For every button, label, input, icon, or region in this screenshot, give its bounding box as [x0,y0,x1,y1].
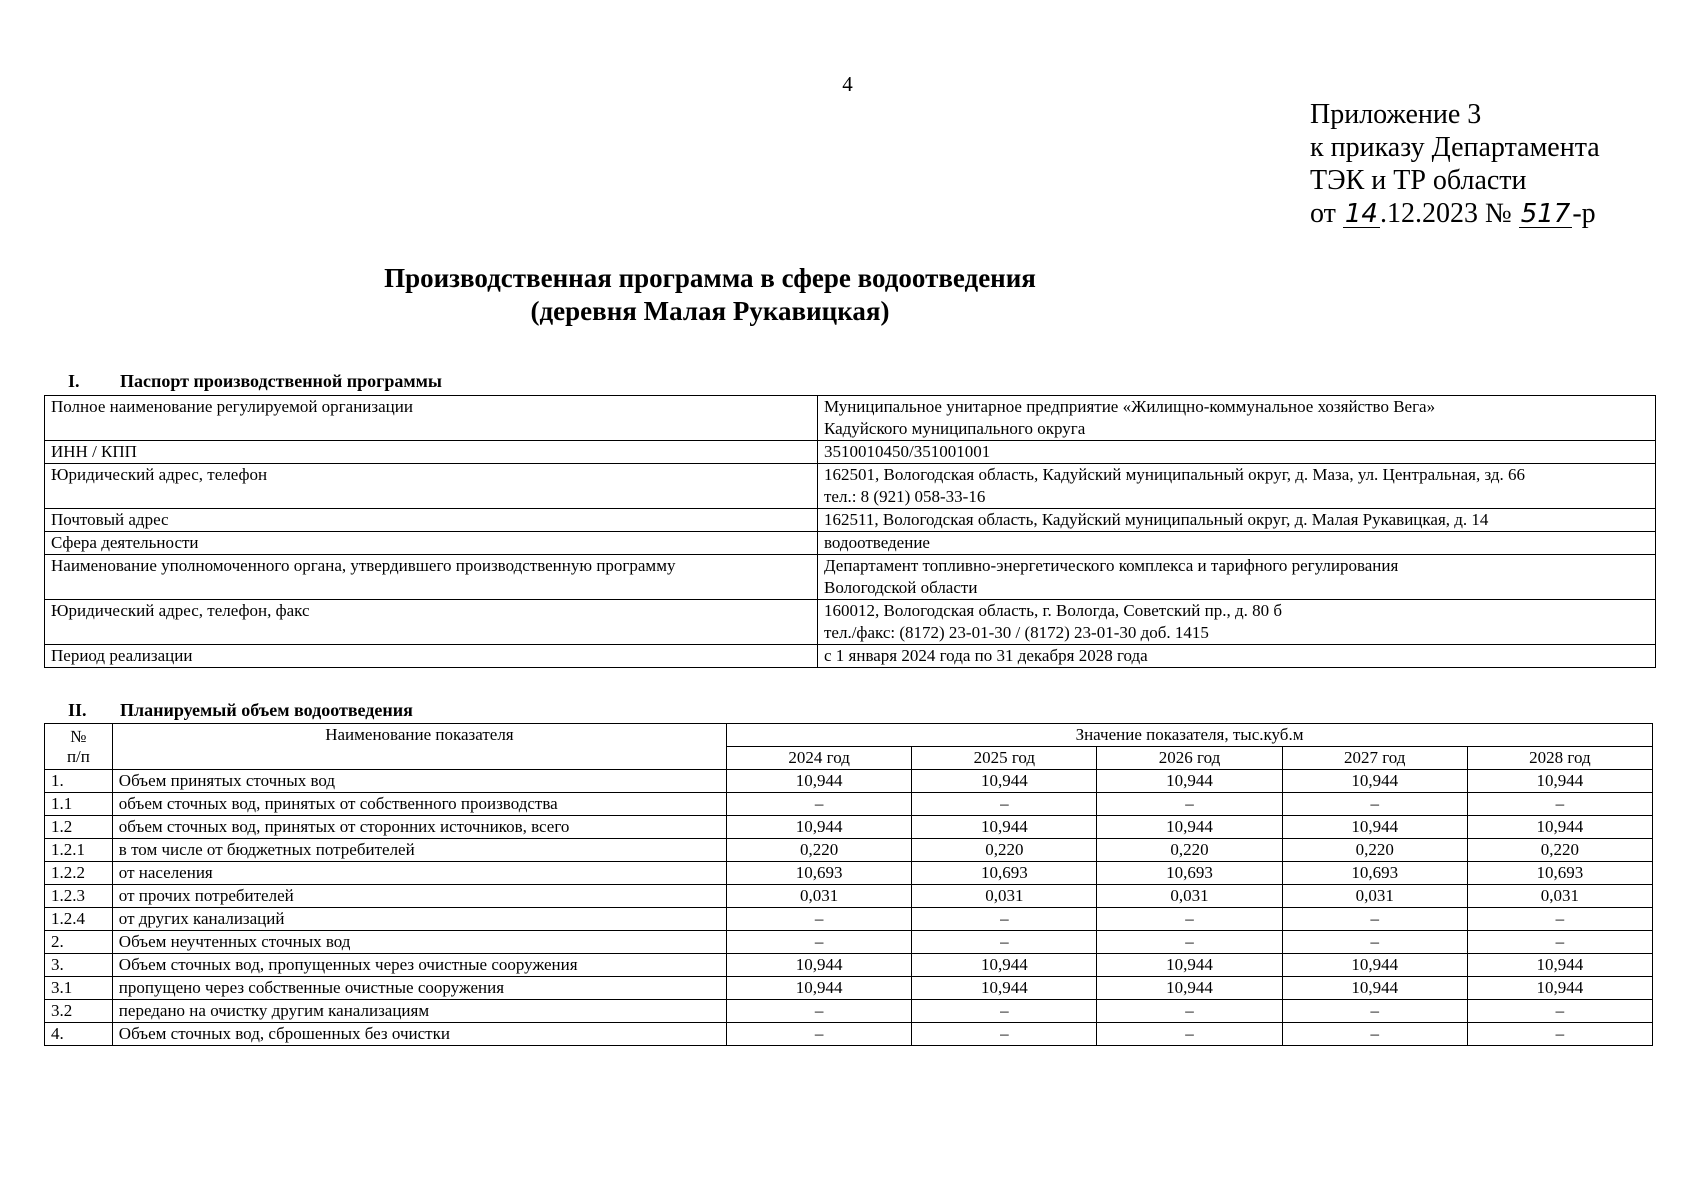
indicator-name: от прочих потребителей [112,885,726,908]
volume-row [45,862,1653,885]
indicator-value: 10,944 [1467,977,1652,1000]
indicator-value: – [1097,1023,1282,1046]
document-title [0,262,1420,328]
volume-table [44,723,1653,1046]
indicator-value: 10,944 [1467,816,1652,839]
passport-row [45,532,1656,555]
indicator-name: от других канализаций [112,908,726,931]
indicator-value: 10,944 [1097,770,1282,793]
indicator-value: 10,944 [727,770,912,793]
indicator-value: – [1467,931,1652,954]
indicator-value: 10,944 [912,770,1097,793]
indicator-name: объем сточных вод, принятых от собственного производства [112,793,726,816]
indicator-value: – [727,1023,912,1046]
volume-row [45,793,1653,816]
indicator-value: 0,220 [727,839,912,862]
indicator-value: 10,693 [727,862,912,885]
indicator-value: 10,944 [1097,977,1282,1000]
volume-row [45,1023,1653,1046]
indicator-value: 10,944 [912,977,1097,1000]
indicator-value: – [1282,1000,1467,1023]
row-number: 1.2.4 [45,908,113,931]
appendix-order-line [1310,197,1690,230]
indicator-name: пропущено через собственные очистные сооружения [112,977,726,1000]
passport-value [818,396,1656,441]
indicator-name: от населения [112,862,726,885]
indicator-value: – [1282,931,1467,954]
indicator-value: 10,944 [1282,816,1467,839]
indicator-value: – [1467,1023,1652,1046]
row-number: 1.2 [45,816,113,839]
indicator-value: 0,031 [1282,885,1467,908]
row-number: 1.1 [45,793,113,816]
passport-label: Почтовый адрес [45,509,818,532]
indicator-value: – [1467,1000,1652,1023]
indicator-value: 10,944 [727,954,912,977]
indicator-value: – [1282,1023,1467,1046]
section-1-title: Паспорт производственной программы [120,371,442,391]
passport-row [45,509,1656,532]
indicator-value: 0,220 [912,839,1097,862]
row-number: 1. [45,770,113,793]
section-1-number: I. [68,371,80,391]
indicator-value: – [1097,1000,1282,1023]
passport-value-line: тел./факс: (8172) 23-01-30 / (8172) 23-01-30 доб. 1415 [824,623,1209,642]
indicator-value: 10,944 [1282,954,1467,977]
indicator-name: Объем неучтенных сточных вод [112,931,726,954]
indicator-value: – [727,931,912,954]
indicator-value: 0,220 [1282,839,1467,862]
passport-label: ИНН / КПП [45,441,818,464]
indicator-value: 10,944 [1097,954,1282,977]
indicator-value: – [727,1000,912,1023]
appendix-line-2: к приказу Департамента [1310,132,1600,163]
passport-value-line: с 1 января 2024 года по 31 декабря 2028 года [824,646,1148,665]
passport-value [818,509,1656,532]
indicator-value: – [1467,793,1652,816]
passport-value [818,441,1656,464]
indicator-value: 10,944 [1467,770,1652,793]
appendix-line-1: Приложение 3 [1310,99,1482,130]
passport-value [818,645,1656,668]
date-rest: .12.2023 № [1379,198,1512,229]
indicator-value: – [1467,908,1652,931]
indicator-value: 0,031 [912,885,1097,908]
header-year: 2024 год [727,747,912,770]
section-2-title: Планируемый объем водоотведения [120,700,413,720]
row-number: 1.2.1 [45,839,113,862]
indicator-name: в том числе от бюджетных потребителей [112,839,726,862]
passport-row [45,396,1656,441]
handwritten-order-number: 517 [1520,199,1571,229]
page-number: 4 [842,72,853,96]
header-number [45,724,113,770]
volume-row [45,770,1653,793]
row-number: 3.2 [45,1000,113,1023]
passport-value [818,532,1656,555]
indicator-value: 0,031 [1097,885,1282,908]
row-number: 3. [45,954,113,977]
indicator-value: – [727,793,912,816]
row-number: 2. [45,931,113,954]
indicator-name: передано на очистку другим канализациям [112,1000,726,1023]
indicator-name: Объем сточных вод, пропущенных через очистные сооружения [112,954,726,977]
header-value-group: Значение показателя, тыс.куб.м [727,724,1653,747]
passport-row [45,645,1656,668]
indicator-value: 10,944 [727,977,912,1000]
indicator-value: 0,031 [727,885,912,908]
volume-row [45,839,1653,862]
appendix-line-3: ТЭК и ТР области [1310,165,1527,196]
volume-row [45,816,1653,839]
order-suffix: -р [1572,198,1596,229]
passport-value-line: Кадуйского муниципального округа [824,419,1086,438]
indicator-value: – [1097,908,1282,931]
indicator-value: – [912,908,1097,931]
passport-value-line: 160012, Вологодская область, г. Вологда, Советский пр., д. 80 б [824,601,1283,620]
indicator-value: – [912,1000,1097,1023]
section-1-heading [68,371,442,392]
passport-value-line: Департамент топливно-энергетического комплекса и тарифного регулирования [824,556,1399,575]
title-line-2: (деревня Малая Рукавицкая) [530,296,890,326]
indicator-value: 10,693 [1282,862,1467,885]
indicator-value: 0,031 [1467,885,1652,908]
passport-value-line: 3510010450/351001001 [824,442,991,461]
passport-value-line: 162511, Вологодская область, Кадуйский муниципальный округ, д. Малая Рукавицкая, д. 14 [824,510,1489,529]
date-prefix: от [1310,198,1336,229]
row-number: 4. [45,1023,113,1046]
volume-row [45,885,1653,908]
indicator-value: – [727,908,912,931]
passport-label: Полное наименование регулируемой организации [45,396,818,441]
indicator-value: – [912,931,1097,954]
indicator-value: 10,944 [1467,954,1652,977]
passport-value [818,464,1656,509]
indicator-value: 10,693 [1097,862,1282,885]
title-line-1: Производственная программа в сфере водоотведения [384,263,1036,293]
volume-row [45,908,1653,931]
volume-row [45,931,1653,954]
indicator-value: – [912,1023,1097,1046]
passport-value-line: Вологодской области [824,578,978,597]
passport-row [45,600,1656,645]
indicator-name: Объем принятых сточных вод [112,770,726,793]
indicator-value: 10,944 [912,954,1097,977]
indicator-value: 10,944 [1282,977,1467,1000]
indicator-value: – [1097,793,1282,816]
passport-label: Период реализации [45,645,818,668]
passport-table [44,395,1656,668]
volume-row [45,954,1653,977]
header-number-line-1: № [70,726,87,746]
header-year: 2027 год [1282,747,1467,770]
handwritten-date-day: 14 [1344,199,1378,229]
indicator-value: 0,220 [1097,839,1282,862]
passport-value-line: Муниципальное унитарное предприятие «Жилищно-коммунальное хозяйство Вега» [824,397,1436,416]
indicator-value: 0,220 [1467,839,1652,862]
header-indicator-name: Наименование показателя [112,724,726,770]
row-number: 1.2.2 [45,862,113,885]
indicator-value: – [912,793,1097,816]
passport-row [45,441,1656,464]
indicator-value: 10,944 [1282,770,1467,793]
indicator-value: 10,944 [1097,816,1282,839]
indicator-value: 10,693 [1467,862,1652,885]
passport-label: Юридический адрес, телефон [45,464,818,509]
indicator-value: 10,693 [912,862,1097,885]
indicator-value: – [1282,793,1467,816]
appendix-block [1310,98,1690,230]
section-2-heading [68,700,413,721]
indicator-value: – [1282,908,1467,931]
section-2-number: II. [68,700,87,720]
indicator-name: Объем сточных вод, сброшенных без очистки [112,1023,726,1046]
row-number: 1.2.3 [45,885,113,908]
passport-label: Юридический адрес, телефон, факс [45,600,818,645]
volume-row [45,1000,1653,1023]
indicator-name: объем сточных вод, принятых от сторонних источников, всего [112,816,726,839]
passport-label: Наименование уполномоченного органа, утвердившего производственную программу [45,555,818,600]
indicator-value: 10,944 [727,816,912,839]
passport-value [818,600,1656,645]
header-year: 2026 год [1097,747,1282,770]
volume-row [45,977,1653,1000]
passport-value-line: водоотведение [824,533,930,552]
indicator-value: 10,944 [912,816,1097,839]
header-number-line-2: п/п [66,746,90,766]
row-number: 3.1 [45,977,113,1000]
passport-value-line: тел.: 8 (921) 058-33-16 [824,487,986,506]
header-year: 2028 год [1467,747,1652,770]
passport-value-line: 162501, Вологодская область, Кадуйский муниципальный округ, д. Маза, ул. Центральная, зд. 66 [824,465,1526,484]
header-year: 2025 год [912,747,1097,770]
passport-value [818,555,1656,600]
passport-row [45,464,1656,509]
passport-label: Сфера деятельности [45,532,818,555]
passport-row [45,555,1656,600]
indicator-value: – [1097,931,1282,954]
